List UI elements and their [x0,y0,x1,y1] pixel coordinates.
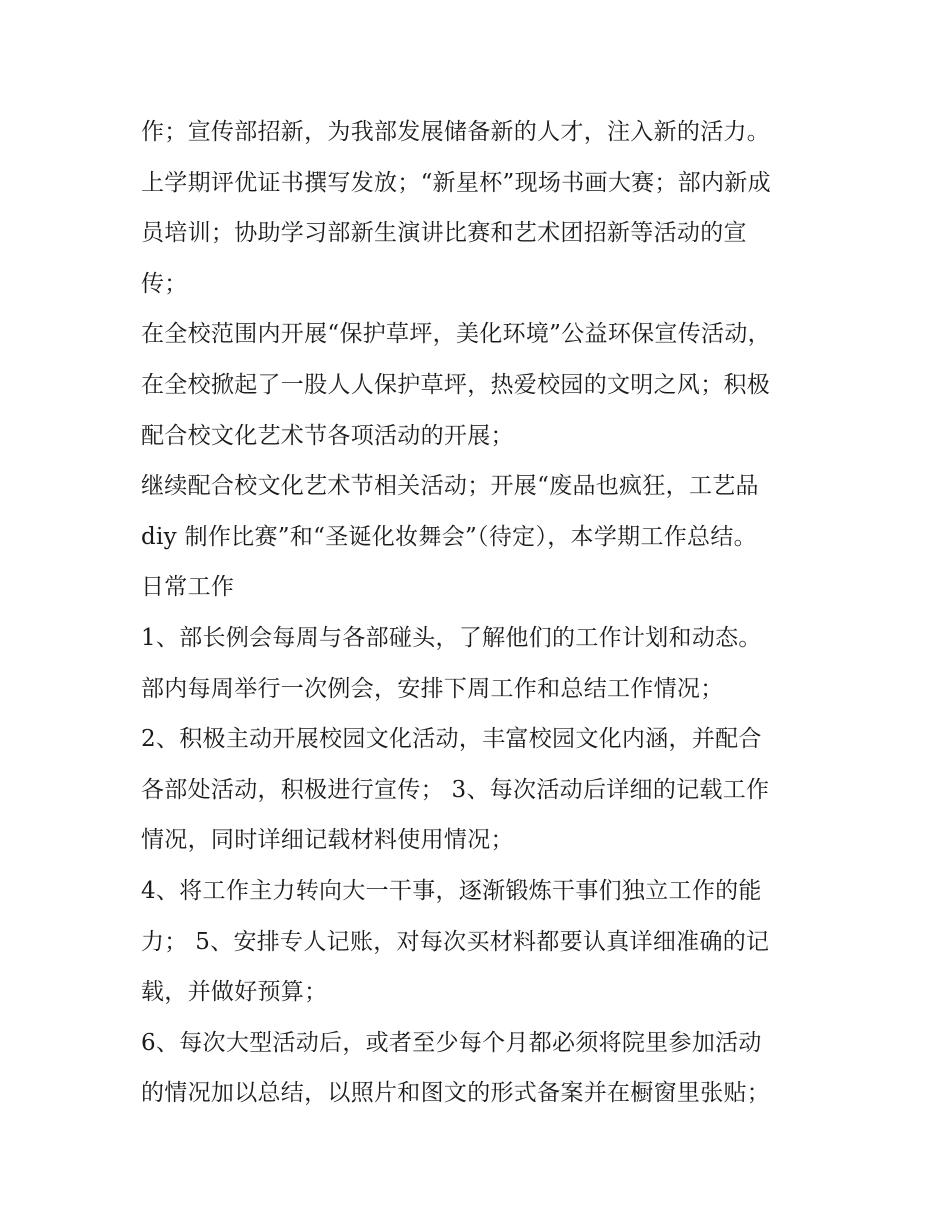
text-line: 1、部长例会每周与各部碰头，了解他们的工作计划和动态。 [141,624,762,651]
text-line: 情况，同时详细记载材料使用情况； [141,827,514,854]
text-line: 6、每次大型活动后，或者至少每个月都必须将院里参加活动 [141,1029,762,1056]
text-line: 力； 5、安排专人记账，对每次买材料都要认真详细准确的记 [141,928,770,955]
text-line: diy 制作比赛”和“圣诞化妆舞会”（待定），本学期工作总结。 [141,523,757,550]
text-line: 各部处活动，积极进行宣传； 3、每次活动后详细的记载工作 [141,776,770,803]
text-line: 配合校文化艺术节各项活动的开展； [141,422,514,449]
section-heading: 日常工作 [141,574,235,601]
text-line: 2、积极主动开展校园文化活动，丰富校园文化内涵，并配合 [141,726,762,753]
text-line: 在全校掀起了一股人人保护草坪，热爱校园的文明之风；积极 [141,371,771,398]
text-line: 在全校范围内开展“保护草坪，美化环境”公益环保宣传活动， [141,321,771,348]
text-line: 的情况加以总结，以照片和图文的形式备案并在橱窗里张贴； [141,1080,771,1107]
text-line: 部内每周举行一次例会，安排下周工作和总结工作情况； [141,675,724,702]
text-line: 传； [141,270,188,297]
document-body [141,107,821,1119]
text-line: 上学期评优证书撰写发放；“新星杯”现场书画大赛；部内新成 [141,169,771,196]
text-line: 员培训；协助学习部新生演讲比赛和艺术团招新等活动的宣 [141,220,747,247]
text-line: 载，并做好预算； [141,979,328,1006]
text-line: 4、将工作主力转向大一干事，逐渐锻炼干事们独立工作的能 [141,877,762,904]
text-line: 继续配合校文化艺术节相关活动；开展“废品也疯狂，工艺品 [141,473,759,500]
text-line: 作；宣传部招新，为我部发展储备新的人才，注入新的活力。 [141,119,771,145]
